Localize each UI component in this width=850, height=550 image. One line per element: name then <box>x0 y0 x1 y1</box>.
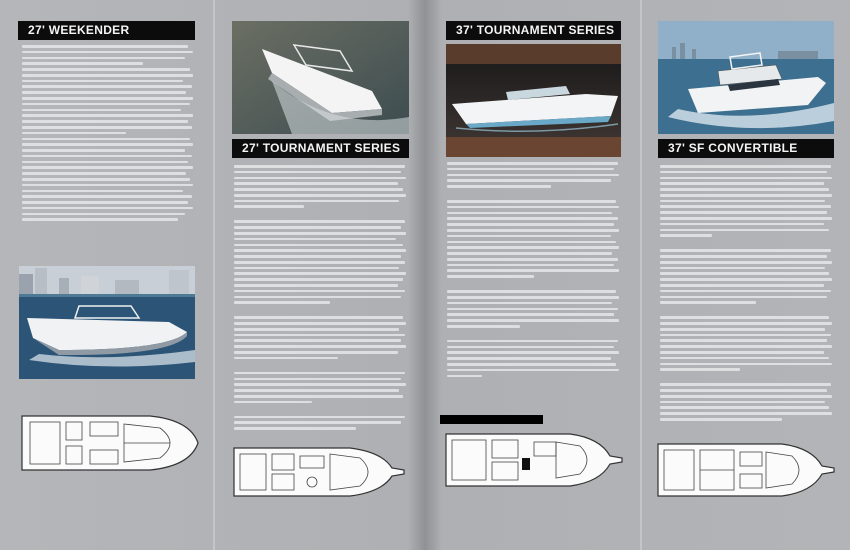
sf-convertible-title: 37' SF CONVERTIBLE <box>658 139 834 158</box>
panel-fold <box>640 0 642 550</box>
tournament-37-title: 37' TOURNAMENT SERIES <box>446 21 621 40</box>
weekender-title: 27' WEEKENDER <box>18 21 195 40</box>
sf-convertible-body-text <box>660 165 834 421</box>
weekender-deck-plan <box>20 412 200 474</box>
tournament-27-photo <box>232 21 409 134</box>
weekender-photo <box>19 266 195 379</box>
tournament-27-deck-plan <box>232 444 407 500</box>
panel-fold <box>213 0 215 550</box>
tournament-37-deck-plan <box>444 430 624 490</box>
tournament-27-title: 27' TOURNAMENT SERIES <box>232 139 409 158</box>
tournament-27-body-text <box>234 165 408 430</box>
tournament-37-body-text <box>447 162 621 377</box>
redaction-bar <box>440 415 543 424</box>
weekender-body-text <box>22 45 195 221</box>
tournament-37-photo <box>446 44 621 157</box>
sf-convertible-photo <box>658 21 834 134</box>
sf-convertible-deck-plan <box>656 440 836 500</box>
